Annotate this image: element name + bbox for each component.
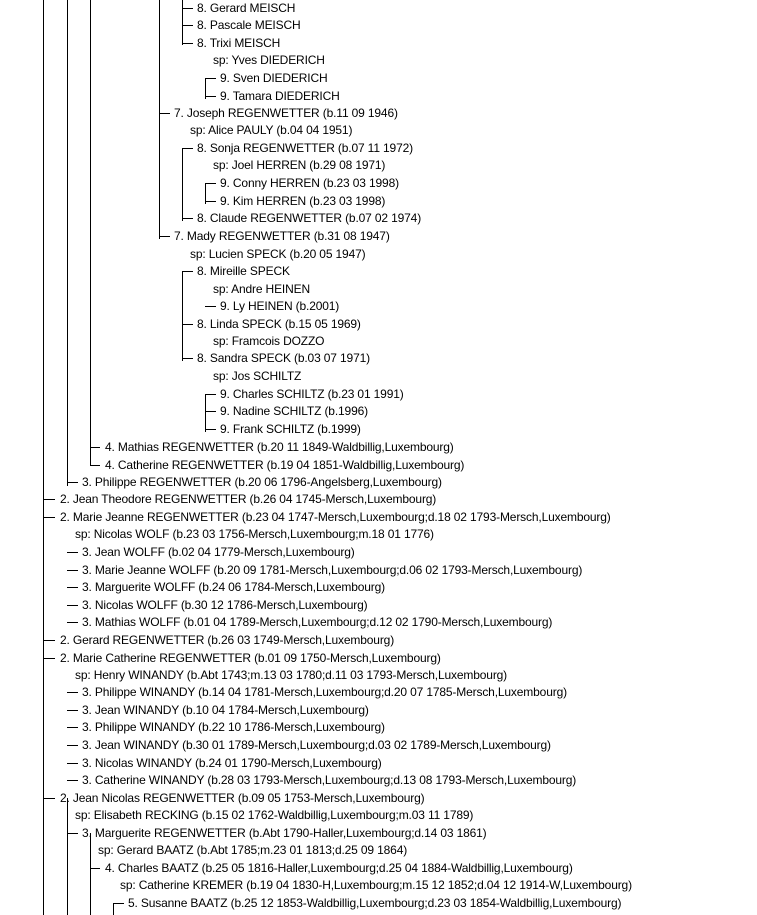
generation-number: 9.	[220, 299, 230, 313]
tree-connector-line	[67, 587, 78, 588]
person-entry	[220, 193, 385, 209]
tree-connector-line	[67, 833, 78, 834]
person-entry	[82, 684, 567, 700]
spouse-marker: sp:	[98, 843, 114, 857]
person-name: Susanne BAATZ (b.25 12 1853-Waldbillig,Luxembourg;d.23 03 1854-Waldbillig,Luxembourg)	[140, 896, 622, 910]
person-entry	[82, 737, 551, 753]
tree-connector-line	[67, 727, 78, 728]
person-entry	[197, 316, 361, 332]
tree-connector-line	[159, 236, 170, 237]
person-entry	[220, 421, 361, 437]
person-entry	[197, 35, 280, 51]
generation-number: 2.	[60, 651, 70, 665]
spouse-name: Framcois DOZZO	[231, 334, 325, 348]
spouse-marker: sp:	[213, 334, 229, 348]
person-entry	[82, 579, 385, 595]
person-name: Mireille SPECK	[209, 264, 290, 278]
generation-number: 8.	[197, 18, 207, 32]
person-name: Marie Jeanne WOLFF (b.20 09 1781-Mersch,Luxembourg;d.06 02 1793-Mersch,Luxembourg)	[94, 563, 583, 577]
tree-connector-line	[67, 745, 78, 746]
generation-number: 9.	[220, 71, 230, 85]
spouse-entry	[75, 807, 473, 823]
person-name: Tamara DIEDERICH	[232, 89, 340, 103]
generation-number: 9.	[220, 422, 230, 436]
person-entry	[174, 228, 390, 244]
person-name: Pascale MEISCH	[209, 18, 301, 32]
spouse-entry	[190, 246, 365, 262]
generation-number: 3.	[82, 563, 92, 577]
person-name: Jean WINANDY (b.10 04 1784-Mersch,Luxembourg)	[94, 703, 369, 717]
person-entry	[82, 614, 552, 630]
generation-number: 2.	[60, 510, 70, 524]
person-name: Kim HERREN (b.23 03 1998)	[232, 194, 386, 208]
tree-connector-line	[67, 710, 78, 711]
generation-number: 9.	[220, 176, 230, 190]
tree-connector-line	[182, 8, 193, 9]
person-name: Charles BAATZ (b.25 05 1816-Haller,Luxembourg;d.25 04 1884-Waldbillig,Luxembourg)	[117, 861, 573, 875]
person-entry	[105, 457, 464, 473]
spouse-marker: sp:	[213, 158, 229, 172]
generation-number: 8.	[197, 351, 207, 365]
generation-number: 9.	[220, 194, 230, 208]
tree-connector-line	[67, 780, 78, 781]
person-entry	[220, 386, 404, 402]
generation-number: 2.	[60, 791, 70, 805]
generation-number: 8.	[197, 264, 207, 278]
spouse-name: Alice PAULY (b.04 04 1951)	[208, 123, 353, 137]
generation-number: 7.	[174, 229, 184, 243]
generation-number: 7.	[174, 106, 184, 120]
tree-connector-line	[43, 658, 55, 659]
spouse-marker: sp:	[213, 282, 229, 296]
person-name: Sonja REGENWETTER (b.07 11 1972)	[209, 141, 413, 155]
person-entry	[60, 650, 441, 666]
person-name: Mathias REGENWETTER (b.20 11 1849-Waldbillig,Luxembourg)	[117, 440, 454, 454]
tree-connector-line	[43, 640, 55, 641]
generation-number: 5.	[128, 896, 138, 910]
person-name: Frank SCHILTZ (b.1999)	[232, 422, 361, 436]
person-name: Charles SCHILTZ (b.23 01 1991)	[232, 387, 404, 401]
tree-connector-line	[182, 324, 193, 325]
spouse-entry	[213, 157, 385, 173]
person-name: Jean WINANDY (b.30 01 1789-Mersch,Luxembourg;d.03 02 1789-Mersch,Luxembourg)	[94, 738, 551, 752]
person-entry	[128, 895, 621, 911]
generation-number: 3.	[82, 685, 92, 699]
tree-connector-line	[90, 833, 91, 915]
spouse-entry	[98, 842, 407, 858]
tree-connector-line	[67, 692, 78, 693]
person-entry	[82, 719, 385, 735]
person-name: Jean Nicolas REGENWETTER (b.09 05 1753-Mersch,Luxembourg)	[72, 791, 425, 805]
tree-connector-line	[205, 201, 216, 202]
generation-number: 4.	[105, 458, 115, 472]
person-name: Claude REGENWETTER (b.07 02 1974)	[209, 211, 422, 225]
spouse-name: Lucien SPECK (b.20 05 1947)	[208, 247, 366, 261]
spouse-name: Henry WINANDY (b.Abt 1743;m.13 03 1780;d.11 03 1793-Mersch,Luxembourg)	[93, 668, 508, 682]
tree-connector-line	[67, 605, 78, 606]
tree-connector-line	[113, 903, 114, 915]
generation-number: 3.	[82, 738, 92, 752]
person-name: Philippe WINANDY (b.14 04 1781-Mersch,Luxembourg;d.20 07 1785-Mersch,Luxembourg)	[94, 685, 567, 699]
tree-connector-line	[205, 429, 216, 430]
person-entry	[197, 350, 370, 366]
spouse-entry	[75, 667, 507, 683]
generation-number: 3.	[82, 720, 92, 734]
generation-number: 3.	[82, 756, 92, 770]
tree-connector-line	[67, 570, 78, 571]
person-name: Linda SPECK (b.15 05 1969)	[209, 317, 361, 331]
person-entry	[220, 88, 340, 104]
tree-connector-line	[43, 517, 55, 518]
spouse-name: Gerard BAATZ (b.Abt 1785;m.23 01 1813;d.25 09 1864)	[116, 843, 408, 857]
person-name: Trixi MEISCH	[209, 36, 281, 50]
person-entry	[220, 403, 368, 419]
tree-connector-line	[182, 0, 183, 45]
person-entry	[197, 140, 413, 156]
person-entry	[174, 105, 398, 121]
person-name: Philippe REGENWETTER (b.20 06 1796-Angelsberg,Luxembourg)	[94, 475, 442, 489]
spouse-marker: sp:	[75, 527, 91, 541]
tree-connector-line	[205, 411, 216, 412]
person-entry	[82, 772, 576, 788]
person-entry	[60, 632, 394, 648]
person-entry	[60, 491, 436, 507]
person-name: Gerard MEISCH	[209, 1, 296, 15]
tree-connector-line	[182, 358, 193, 359]
spouse-marker: sp:	[213, 369, 229, 383]
generation-number: 3.	[82, 475, 92, 489]
person-name: Ly HEINEN (b.2001)	[232, 299, 340, 313]
tree-connector-line	[205, 394, 206, 432]
person-name: Marguerite REGENWETTER (b.Abt 1790-Haller,Luxembourg;d.14 03 1861)	[94, 826, 487, 840]
tree-connector-line	[113, 903, 124, 904]
person-name: Philippe WINANDY (b.22 10 1786-Mersch,Luxembourg)	[94, 720, 385, 734]
tree-connector-line	[205, 306, 216, 307]
person-name: Joseph REGENWETTER (b.11 09 1946)	[186, 106, 398, 120]
spouse-marker: sp:	[75, 808, 91, 822]
spouse-entry	[75, 526, 434, 542]
tree-connector-line	[182, 43, 193, 44]
person-entry	[82, 702, 369, 718]
spouse-marker: sp:	[75, 668, 91, 682]
spouse-name: Jos SCHILTZ	[231, 369, 302, 383]
tree-connector-line	[67, 798, 68, 915]
person-name: Nicolas WOLFF (b.30 12 1786-Mersch,Luxembourg)	[94, 598, 368, 612]
person-entry	[220, 175, 399, 191]
person-name: Gerard REGENWETTER (b.26 03 1749-Mersch,Luxembourg)	[72, 633, 395, 647]
tree-connector-line	[90, 465, 100, 466]
generation-number: 8.	[197, 1, 207, 15]
spouse-name: Joel HERREN (b.29 08 1971)	[231, 158, 386, 172]
person-name: Mathias WOLFF (b.01 04 1789-Mersch,Luxembourg;d.12 02 1790-Mersch,Luxembourg)	[94, 615, 553, 629]
generation-number: 3.	[82, 545, 92, 559]
tree-connector-line	[205, 78, 216, 79]
tree-connector-line	[182, 25, 193, 26]
generation-number: 3.	[82, 598, 92, 612]
spouse-marker: sp:	[190, 247, 206, 261]
generation-number: 3.	[82, 615, 92, 629]
generation-number: 9.	[220, 404, 230, 418]
person-entry	[82, 597, 367, 613]
tree-connector-line	[90, 0, 91, 466]
spouse-entry	[190, 122, 352, 138]
person-name: Marie Catherine REGENWETTER (b.01 09 1750-Mersch,Luxembourg)	[72, 651, 441, 665]
spouse-entry	[120, 877, 632, 893]
spouse-name: Catherine KREMER (b.19 04 1830-H,Luxembourg;m.15 12 1852;d.04 12 1914-W,Luxembourg)	[138, 878, 632, 892]
spouse-marker: sp:	[190, 123, 206, 137]
tree-connector-line	[43, 798, 55, 799]
generation-number: 2.	[60, 633, 70, 647]
person-entry	[197, 17, 301, 33]
spouse-marker: sp:	[213, 53, 229, 67]
generation-number: 8.	[197, 36, 207, 50]
person-name: Mady REGENWETTER (b.31 08 1947)	[186, 229, 390, 243]
generation-number: 8.	[197, 211, 207, 225]
spouse-name: Nicolas WOLF (b.23 03 1756-Mersch,Luxembourg;m.18 01 1776)	[93, 527, 434, 541]
tree-connector-line	[205, 394, 216, 395]
generation-number: 3.	[82, 773, 92, 787]
person-name: Catherine REGENWETTER (b.19 04 1851-Waldbillig,Luxembourg)	[117, 458, 465, 472]
tree-connector-line	[90, 447, 100, 448]
person-entry	[82, 825, 487, 841]
person-name: Nicolas WINANDY (b.24 01 1790-Mersch,Luxembourg)	[94, 756, 382, 770]
spouse-marker: sp:	[120, 878, 136, 892]
person-name: Marie Jeanne REGENWETTER (b.23 04 1747-Mersch,Luxembourg;d.18 02 1793-Mersch,Luxembourg)	[72, 510, 611, 524]
tree-connector-line	[67, 482, 78, 483]
generation-number: 4.	[105, 440, 115, 454]
tree-connector-line	[182, 218, 193, 219]
tree-connector-line	[182, 271, 183, 361]
tree-connector-line	[67, 763, 78, 764]
spouse-name: Yves DIEDERICH	[231, 53, 325, 67]
person-entry	[197, 0, 295, 16]
spouse-entry	[213, 52, 325, 68]
person-entry	[197, 263, 290, 279]
person-entry	[82, 755, 382, 771]
tree-connector-line	[159, 113, 170, 114]
person-entry	[105, 860, 573, 876]
person-name: Catherine WINANDY (b.28 03 1793-Mersch,Luxembourg;d.13 08 1793-Mersch,Luxembourg)	[94, 773, 577, 787]
spouse-entry	[213, 368, 301, 384]
tree-connector-line	[182, 148, 183, 221]
person-entry	[82, 544, 355, 560]
tree-connector-line	[159, 0, 160, 239]
spouse-name: Elisabeth RECKING (b.15 02 1762-Waldbillig,Luxembourg;m.03 11 1789)	[93, 808, 474, 822]
generation-number: 8.	[197, 317, 207, 331]
generation-number: 8.	[197, 141, 207, 155]
person-entry	[82, 474, 442, 490]
person-entry	[220, 298, 339, 314]
spouse-entry	[213, 333, 324, 349]
person-name: Jean WOLFF (b.02 04 1779-Mersch,Luxembourg)	[94, 545, 355, 559]
generation-number: 3.	[82, 580, 92, 594]
person-entry	[220, 70, 328, 86]
generation-number: 2.	[60, 492, 70, 506]
spouse-entry	[213, 281, 310, 297]
generation-number: 3.	[82, 703, 92, 717]
person-name: Jean Theodore REGENWETTER (b.26 04 1745-Mersch,Luxembourg)	[72, 492, 437, 506]
tree-connector-line	[67, 552, 78, 553]
person-entry	[60, 790, 425, 806]
tree-connector-line	[43, 499, 55, 500]
person-entry	[105, 439, 454, 455]
tree-connector-line	[67, 622, 78, 623]
tree-connector-line	[43, 0, 44, 915]
tree-connector-line	[182, 148, 193, 149]
tree-connector-line	[182, 271, 193, 272]
person-entry	[82, 562, 582, 578]
tree-connector-line	[205, 96, 216, 97]
generation-number: 4.	[105, 861, 115, 875]
person-entry	[60, 509, 611, 525]
tree-connector-line	[90, 868, 100, 869]
tree-connector-line	[67, 0, 68, 486]
person-name: Nadine SCHILTZ (b.1996)	[232, 404, 368, 418]
generation-number: 3.	[82, 826, 92, 840]
tree-connector-line	[205, 183, 216, 184]
person-name: Sven DIEDERICH	[232, 71, 328, 85]
person-name: Marguerite WOLFF (b.24 06 1784-Mersch,Luxembourg)	[94, 580, 386, 594]
spouse-name: Andre HEINEN	[231, 282, 310, 296]
generation-number: 9.	[220, 387, 230, 401]
person-entry	[197, 210, 421, 226]
generation-number: 9.	[220, 89, 230, 103]
person-name: Sandra SPECK (b.03 07 1971)	[209, 351, 370, 365]
person-name: Conny HERREN (b.23 03 1998)	[232, 176, 399, 190]
